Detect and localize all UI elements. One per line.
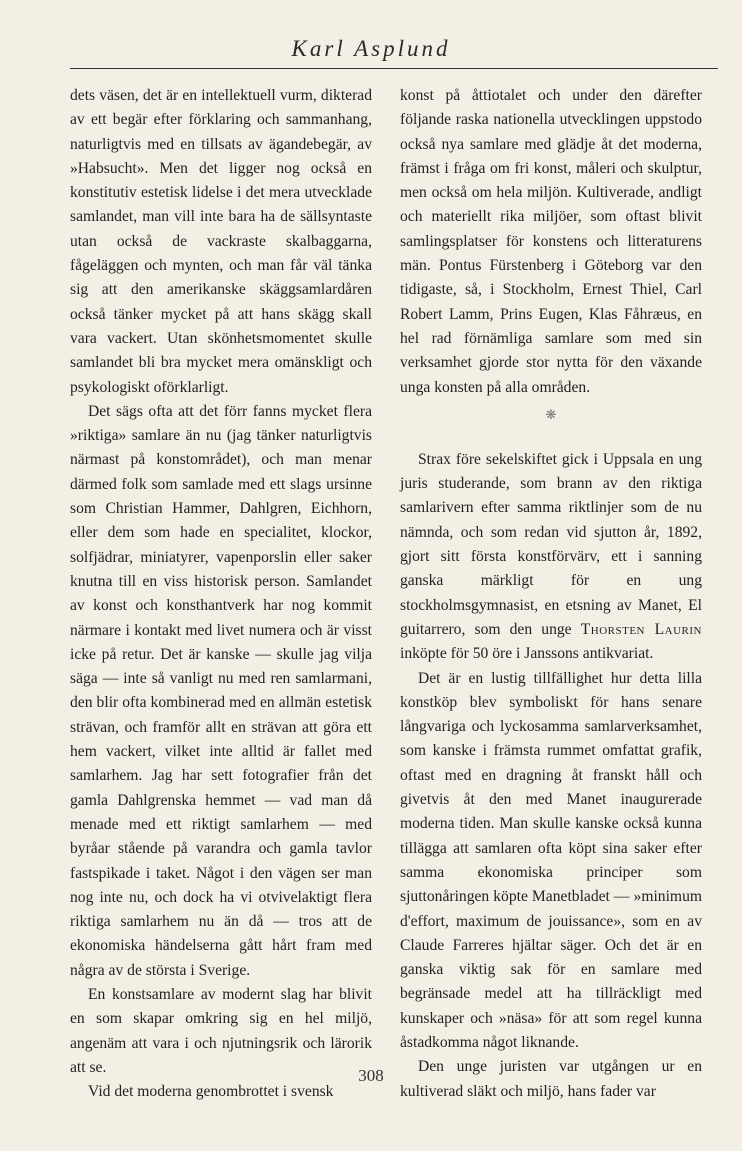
paragraph: Vid det moderna genombrottet i svensk xyxy=(88,1083,334,1101)
paragraph: konst på åttiotalet och under den därefter följande raska nationella utvecklingen uppstodo också nya samlare med glädje åt det moderna, främst i fråga om fri konst, måleri och skulptur, men också om hela miljön. Kultiverade, andligt och materiellt rika miljöer, som oftast blivit samlingsplatser för konstens och litteraturens män. Pontus Fürstenberg i Göteborg var den tidigaste, så, i Stockholm, Ernest Thiel, Carl Robert Lamm, Prins Eugen, Klas Fåhræus, en hel rad förnämliga samlare som med sin verksamhet gjorde stor nytta för den växande unga konsten på alla områden. xyxy=(400,87,702,396)
paragraph: Den unge juristen var utgången ur en kultiverad släkt och miljö, hans fader var xyxy=(400,1058,702,1100)
paragraph: Det sägs ofta att det förr fanns mycket flera »riktiga» samlare än nu (jag tänker naturligtvis närmast på konstområdet), och man menar därmed folk som samlade med ett slags ursinne som Christian Hammer, Dahlgren, Eichhorn, eller dem som hade en specialitet, klockor, solfjädrar, miniatyrer, vapenporslin eller saker knutna till en viss historisk person. Samlandet av konst och konsthantverk har nog kommit närmare i kontakt med livet numera och är visst icke på retur. Det är kanske — skulle jag vilja säga — inte så vanligt nu med ren samlarmani, den blir ofta kombinerad med en allmän estetisk strävan, och framför allt en strävan att göra ett hem vackert, vilket inte alltid är fallet med samlarhem. Jag har sett fotografier från det gamla Dahlgrenska hemmet — vad man då menade med ett riktigt samlarhem — med byråar stående på varandra och gamla tavlor fastspikade i taket. Något i den vägen ser man nog inte nu, och dock ha vi otvivelaktigt flera riktiga samlarhem nu än då — tros att de ekonomiska händelserna gått hårt fram med några av de största i Sverige. xyxy=(70,402,372,979)
right-column xyxy=(400,84,702,1104)
running-head-title: Karl Asplund xyxy=(291,36,451,61)
header-rule xyxy=(70,68,718,69)
paragraph: Det är en lustig tillfällighet hur detta lilla konstköp blev symboliskt för hans senare långvariga och lyckosamma samlarverksamhet, som kanske i främsta rummet omfattat grafik, oftast med en dragning åt franskt håll och givetvis åt den med Manet inaugurerade moderna tiden. Man skulle kanske också kunna tillägga att samlaren ofta köpt sina saker efter samma ekonomiska principer som sjuttonåringen köpte Manetbladet — »minimum d'effort, maximum de jouissance», som en av Claude Farreres hjältar säger. Och det är en ganska viktig sak för en samlare med begränsade medel att ha tillräckligt med kunskaper och »näsa» för att som regel kunna åstadkomma något liknande. xyxy=(400,669,702,1051)
left-column xyxy=(70,84,372,1104)
page-number: 308 xyxy=(358,1066,384,1085)
person-name: Thorsten Laurin xyxy=(580,620,702,638)
paragraph-text: inköpte för 50 öre i Janssons antikvariat. xyxy=(400,645,654,663)
paragraph: En konstsamlare av modernt slag har blivit en som skapar omkring sig en hel miljö, angenäm att vara i och njutningsrik och lärorik att se. xyxy=(70,985,372,1076)
section-ornament: ❋ xyxy=(545,406,557,422)
paragraph xyxy=(400,448,702,667)
paragraph-text: Strax före sekelskiftet gick i Uppsala en ung juris studerande, som brann av den riktiga samlarivern efter samma riktlinjer som de nu nämnda, och som redan vid sjutton år, 1892, gjort sitt första konstförvärv, ett i sanning ganska märkligt för en ung stockholmsgymnasist, en etsning av Manet, El guitarrero, som den unge xyxy=(400,450,702,638)
paragraph: dets väsen, det är en intellektuell vurm, dikterad av ett begär efter förklaring och sammanhang, naturligtvis med en tillsats av ägandebegär, av »Habsucht». Men det ligger nog också en konstitutiv estetisk lidelse i det mera utvecklade samlandet, man vill inte bara ha de sällsyntaste utan också de vackraste skalbaggarna, fågeläggen och mynten, och man får väl tänka sig att den amerikanske skäggsamlardåren också tänker mycket på att hans skägg skall vara vackert. Utan skönhetsmomentet skulle samlandet bli bra mycket mera omänskligt och psykologiskt oförklarligt. xyxy=(70,87,372,396)
